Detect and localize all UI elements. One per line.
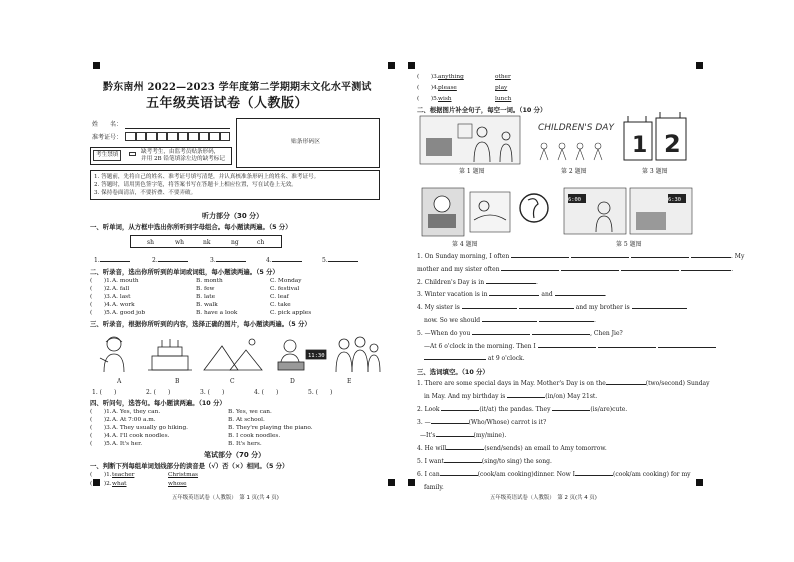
svg-text:11:30: 11:30 — [308, 353, 325, 359]
q1-blank-4[interactable]: 4. — [266, 257, 302, 265]
registration-mark — [93, 62, 100, 69]
w2-title: 二、根据图片补全句子，每空一词。（10 分） — [417, 106, 547, 114]
answer-blank[interactable] — [621, 270, 679, 271]
answer-blank[interactable] — [691, 257, 731, 258]
answer-blank[interactable] — [561, 270, 619, 271]
answer-blank[interactable] — [446, 449, 484, 450]
answer-blank[interactable] — [631, 257, 689, 258]
q3-title: 三、听录音，根据你所听到的内容，选择正确的图片，每小题读两遍。（5 分） — [90, 320, 311, 328]
exam-subtitle: 五年级英语试卷（人教版） — [146, 96, 309, 111]
answer-blank[interactable] — [472, 334, 530, 335]
answer-blank[interactable] — [489, 295, 539, 296]
answer-blank[interactable] — [571, 257, 629, 258]
picture-c — [204, 339, 262, 370]
svg-text:1: 1 — [632, 133, 648, 158]
ticket-number-boxes[interactable] — [125, 132, 230, 141]
answer-blank[interactable] — [532, 334, 590, 335]
q1-blank-5[interactable]: 5. — [322, 257, 358, 265]
registration-mark — [388, 479, 395, 486]
svg-text:CHILDREN'S DAY: CHILDREN'S DAY — [538, 123, 614, 133]
answer-blank[interactable] — [538, 347, 596, 348]
exam-page-2: ( )3. anything other ( )4. please play ( )5. wish lunch 二、根据图片补全句子，每空一词。（10 分） 第 1 题图 CHILDREN'S DAY 第 2 题图 1 2 第 3 题图 第 4 题图 6:00 6:30 第 5 题图 1. On Sunday morning, I often . My mother and my sister often . 2. Children's Day is in . 3. Winter vacation is in and . 4. My sister is and my brother is now. So we should . 5. —When do you , Chen Jie? —At 6 o'clock in the morning. Then I at 9 o'clock. 三、选词填空。（10 分） 1. There are some special days in May. Mother's Day is on the (two/second) Sunday in May. And my birthday is (in/on) May 21st. 2. Look (it/at) the pandas. They (is/are)cute. 3. — (Who/Whose) carrot is it? —It's (my/mine). 4. He will (send/sends) an email to Amy tomorrow. 5. I want (sing/to sing) the song. 6. I can (cook/am cooking)dinner. Now I (cook/am cooking) for my family. 五年级英语试卷（人教版） 第 2 页(共 4 页) — [400, 0, 794, 562]
answer-blank[interactable] — [658, 347, 716, 348]
picture-e — [336, 337, 380, 372]
answer-blank[interactable] — [681, 270, 731, 271]
q3-answer-5[interactable]: 5. ( ) — [308, 389, 333, 396]
answer-blank[interactable] — [424, 359, 486, 360]
answer-blank[interactable] — [436, 436, 474, 437]
answer-blank[interactable] — [431, 423, 469, 424]
name-field[interactable] — [125, 128, 230, 129]
q1-blank-2[interactable]: 2. — [152, 257, 188, 265]
svg-text:2: 2 — [664, 130, 681, 158]
absence-box: 考生禁填 缺考考生，由监考员贴条形码， 并用 2B 铅笔填涂左边的缺考标记 — [90, 147, 232, 165]
q1-option-box: sh wh nk ng ch — [130, 235, 282, 248]
page-footer: 五年级英语试卷（人教版） 第 2 页(共 4 页) — [490, 495, 597, 501]
picture-3 — [620, 112, 692, 164]
listening-title: 听力部分（30 分） — [202, 212, 264, 220]
page-footer: 五年级英语试卷（人教版） 第 1 页(共 4 页) — [172, 495, 279, 501]
q4-title: 四、听问句，选答句。每小题读两遍。（10 分） — [90, 399, 226, 407]
registration-mark — [408, 479, 415, 486]
q3-answer-2[interactable]: 2. ( ) — [146, 389, 171, 396]
answer-blank[interactable] — [519, 308, 574, 309]
registration-mark — [388, 62, 395, 69]
q1-blank-1[interactable]: 1. — [94, 257, 130, 265]
w1-title: 一、判断下列每组单词划线部分的读音是（√）否（×）相同。（5 分） — [90, 462, 289, 470]
picture-4 — [422, 186, 552, 238]
answer-blank[interactable] — [486, 283, 536, 284]
q3-answer-3[interactable]: 3. ( ) — [200, 389, 225, 396]
answer-blank[interactable] — [575, 475, 613, 476]
answer-blank[interactable] — [511, 257, 569, 258]
answer-blank[interactable] — [482, 321, 537, 322]
q3-answer-4[interactable]: 4. ( ) — [254, 389, 279, 396]
ticket-label: 准考证号： — [92, 134, 123, 141]
q2-title: 二、听录音，选出你所听到的单词或词组，每小题读两遍。（5 分） — [90, 268, 279, 276]
answer-blank[interactable] — [441, 410, 479, 411]
exam-page-1: 黔东南州 2022—2023 学年度第二学期期末文化水平测试 五年级英语试卷（人教版） 姓 名： 准考证号： 贴条形码区 考生禁填 缺考考生，由监考员贴条形码， 并用 2B 铅笔填涂左边的缺考标记 1. 答题前，先将自己的姓名、准考证号填写清楚，并认真核准条形码上的姓名、准考证号。 2. 答题时，请用黑色签字笔，将答案书写在答题卡上相应位置，写在试卷上无效。 3. 保持卷面清洁，不要折叠、不要弄破。 听力部分（30 分） 一、听单词，从方框中选出你所听到字母组合。每小题读两遍。（5 分） sh wh nk ng ch 1. 2. 3. 4. 5. 二、听录音，选出你所听到的单词或词组，每小题读两遍。（5 分） ( )1. A. mouth B. month C. Monday ( )2. A. fall B. few C. festival ( )3. A. last B. late C. leaf ( )4. A. work B. walk C. take ( )5. A. good job B. have a look C. pick apples 三、听录音，根据你所听到的内容，选择正确的图片，每小题读两遍。（5 分） 11:30 A B C D E 1. ( ) 2. ( ) 3. ( ) 4. ( ) 5. ( ) 四、听问句，选答句。每小题读两遍。（10 分） ( )1. A. Yes, they can. B. Yes, we can. ( )2. A. At 7:00 a.m. B. At school. ( )3. A. They usually go hiking. B. They're playing the piano. ( )4. A. I'll cook noodles. B. I cook noodles. ( )5. A. It's her. B. It's hers. 笔试部分（70 分） 一、判断下列每组单词划线部分的读音是（√）否（×）相同。（5 分） ( )1. teacher Christmas ( )2. what whose 五年级英语试卷（人教版） 第 1 页(共 4 页) — [0, 0, 400, 562]
picture-1 — [420, 116, 520, 164]
exam-title: 黔东南州 2022—2023 学年度第二学期期末文化水平测试 — [103, 82, 372, 93]
q3-answer-1[interactable]: 1. ( ) — [92, 389, 117, 396]
q1-title: 一、听单词，从方框中选出你所听到字母组合。每小题读两遍。（5 分） — [90, 223, 292, 231]
answer-blank[interactable] — [462, 308, 517, 309]
registration-mark — [696, 62, 703, 69]
answer-blank[interactable] — [552, 410, 590, 411]
answer-blank[interactable] — [539, 321, 594, 322]
answer-blank[interactable] — [598, 347, 656, 348]
answer-blank[interactable] — [555, 295, 605, 296]
answer-blank[interactable] — [606, 384, 646, 385]
registration-mark — [408, 62, 415, 69]
picture-5 — [564, 186, 694, 238]
w3-title: 三、选词填空。（10 分） — [417, 368, 489, 376]
picture-a — [100, 337, 124, 372]
answer-blank[interactable] — [507, 397, 545, 398]
q1-blank-3[interactable]: 3. — [210, 257, 246, 265]
answer-blank[interactable] — [632, 308, 687, 309]
answer-blank[interactable] — [440, 475, 478, 476]
barcode-area: 贴条形码区 — [236, 118, 380, 168]
writing-title: 笔试部分（70 分） — [204, 451, 266, 459]
q3-pictures — [92, 332, 382, 376]
picture-2 — [532, 116, 612, 164]
picture-b — [148, 339, 192, 370]
answer-blank[interactable] — [501, 270, 559, 271]
notes-box: 1. 答题前，先将自己的姓名、准考证号填写清楚，并认真核准条形码上的姓名、准考证号。 2. 答题时，请用黑色签字笔，将答案书写在答题卡上相应位置，写在试卷上无效。 3. 保持卷面清洁，不要折叠、不要弄破。 — [90, 170, 380, 200]
absence-mark-checkbox[interactable] — [129, 152, 136, 156]
registration-mark — [696, 479, 703, 486]
answer-blank[interactable] — [444, 462, 482, 463]
name-label: 姓 名： — [92, 121, 123, 128]
